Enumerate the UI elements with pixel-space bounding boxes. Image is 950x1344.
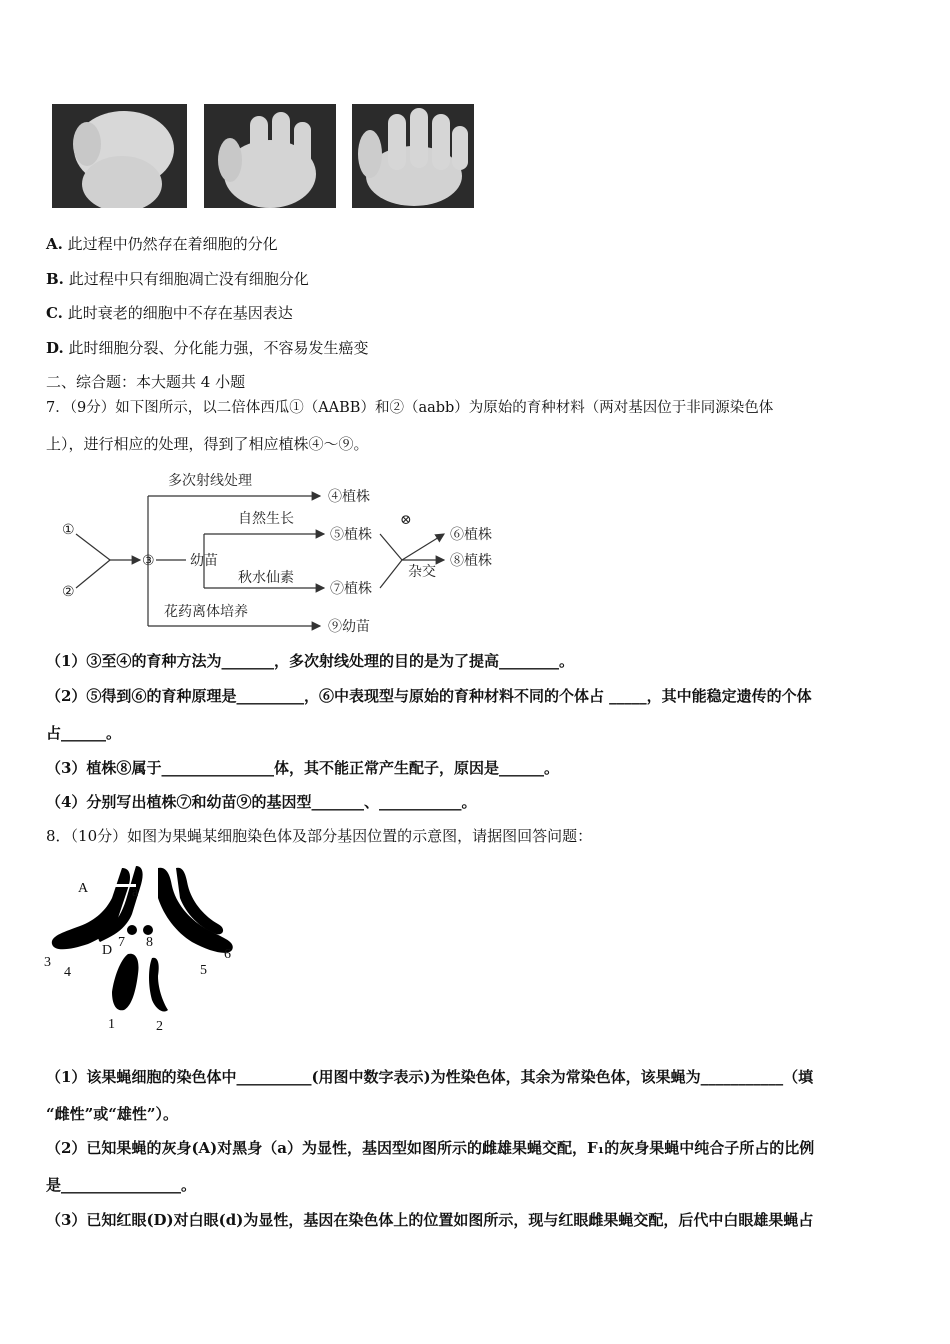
- chromosome-label-1: 1: [108, 1017, 115, 1032]
- option-letter: C.: [46, 304, 63, 322]
- diagram-hybrid: 杂交: [408, 564, 436, 580]
- diagram-plant-8: ⑧植株: [450, 553, 492, 569]
- q8-sub1-line1: （1）该果蝇细胞的染色体中__________(用图中数字表示)为性染色体，其余为常染色体，该果蝇为___________（填: [46, 1068, 814, 1086]
- diagram-natural: 自然生长: [238, 511, 294, 527]
- section-title: 二、综合题：本大题共 4 小题: [46, 373, 246, 391]
- option-c: [46, 303, 293, 323]
- option-a: [46, 234, 278, 254]
- q7-sub1: （1）③至④的育种方法为_______，多次射线处理的目的是为了提高________。: [46, 652, 574, 670]
- option-letter: D.: [46, 339, 64, 357]
- chromosome-figure: [40, 858, 240, 1038]
- diagram-anther: 花药离体培养: [164, 604, 248, 620]
- diagram-seedling-9: ⑨幼苗: [328, 619, 370, 635]
- diagram-node-1: ①: [62, 522, 75, 538]
- diagram-radiation: 多次射线处理: [168, 473, 252, 489]
- q7-sub2-line1: （2）⑤得到⑥的育种原理是_________，⑥中表现型与原始的育种材料不同的个体占 _____，其中能稳定遗传的个体: [46, 687, 812, 705]
- q8-sub3-line1: （3）已知红眼(D)对白眼(d)为显性，基因在染色体上的位置如图所示，现与红眼雌果蝇交配，后代中白眼雄果蝇占: [46, 1211, 814, 1229]
- chromosome-label-3: 3: [44, 955, 51, 970]
- chromosome-label-2: 2: [156, 1019, 163, 1034]
- option-b: [46, 269, 309, 289]
- diagram-plant-7: ⑦植株: [330, 581, 372, 597]
- q8-sub1-line2: “雌性”或“雄性”）。: [46, 1105, 179, 1123]
- gene-label-a: a: [132, 885, 139, 900]
- chromosome-label-5: 5: [200, 963, 207, 978]
- chromosome-label-6: 6: [224, 947, 231, 962]
- q8-stem: 8．（10分）如图为果蝇某细胞染色体及部分基因位置的示意图，请据图回答问题：: [46, 827, 593, 845]
- gene-label-A: A: [78, 881, 89, 896]
- chromosome-label-4: 4: [64, 965, 71, 980]
- diagram-node-2: ②: [62, 584, 75, 600]
- diagram-plant-5: ⑤植株: [330, 527, 372, 543]
- chromosome-label-7: 7: [118, 935, 125, 950]
- diagram-seedling: 幼苗: [190, 553, 218, 569]
- q7-stem-line1: 7．（9分）如下图所示，以二倍体西瓜①（AABB）和②（aabb）为原始的育种材料（两对基因位于非同源染色体: [46, 400, 774, 416]
- option-letter: A.: [46, 235, 63, 253]
- diagram-colchicine: 秋水仙素: [238, 570, 294, 586]
- hand-photo-partial: [204, 104, 336, 208]
- option-text: 此时衰老的细胞中不存在基因表达: [67, 304, 293, 322]
- breeding-diagram: [52, 466, 532, 642]
- gene-label-D: D: [102, 943, 113, 958]
- q8-sub2-line1: （2）已知果蝇的灰身(A)对黑身（a）为显性，基因型如图所示的雌雄果蝇交配，F₁的灰身果蝇中纯合子所占的比例: [46, 1139, 815, 1157]
- diagram-node-3: ③: [142, 553, 155, 569]
- q7-sub2-line2: 占______。: [46, 724, 122, 742]
- diagram-plant-4: ④植株: [328, 489, 370, 505]
- option-text: 此过程中仍然存在着细胞的分化: [67, 235, 278, 253]
- hand-photo-fist: [52, 104, 187, 208]
- hand-photo-separated: [352, 104, 474, 208]
- option-letter: B.: [46, 270, 64, 288]
- q7-stem-line2: 上），进行相应的处理，得到了相应植株④～⑨。: [46, 435, 369, 453]
- chromosome-label-8: 8: [146, 935, 153, 950]
- diagram-plant-6: ⑥植株: [450, 527, 492, 543]
- q8-sub2-line2: 是________________。: [46, 1176, 197, 1194]
- option-text: 此时细胞分裂、分化能力强，不容易发生癌变: [68, 339, 369, 357]
- option-d: [46, 338, 369, 358]
- q7-sub3: （3）植株⑧属于_______________体，其不能正常产生配子，原因是______。: [46, 759, 559, 777]
- q7-sub4: （4）分别写出植株⑦和幼苗⑨的基因型_______、___________。: [46, 793, 477, 811]
- option-text: 此过程中只有细胞凋亡没有细胞分化: [68, 270, 309, 288]
- diagram-selfing: ⊗: [400, 512, 412, 528]
